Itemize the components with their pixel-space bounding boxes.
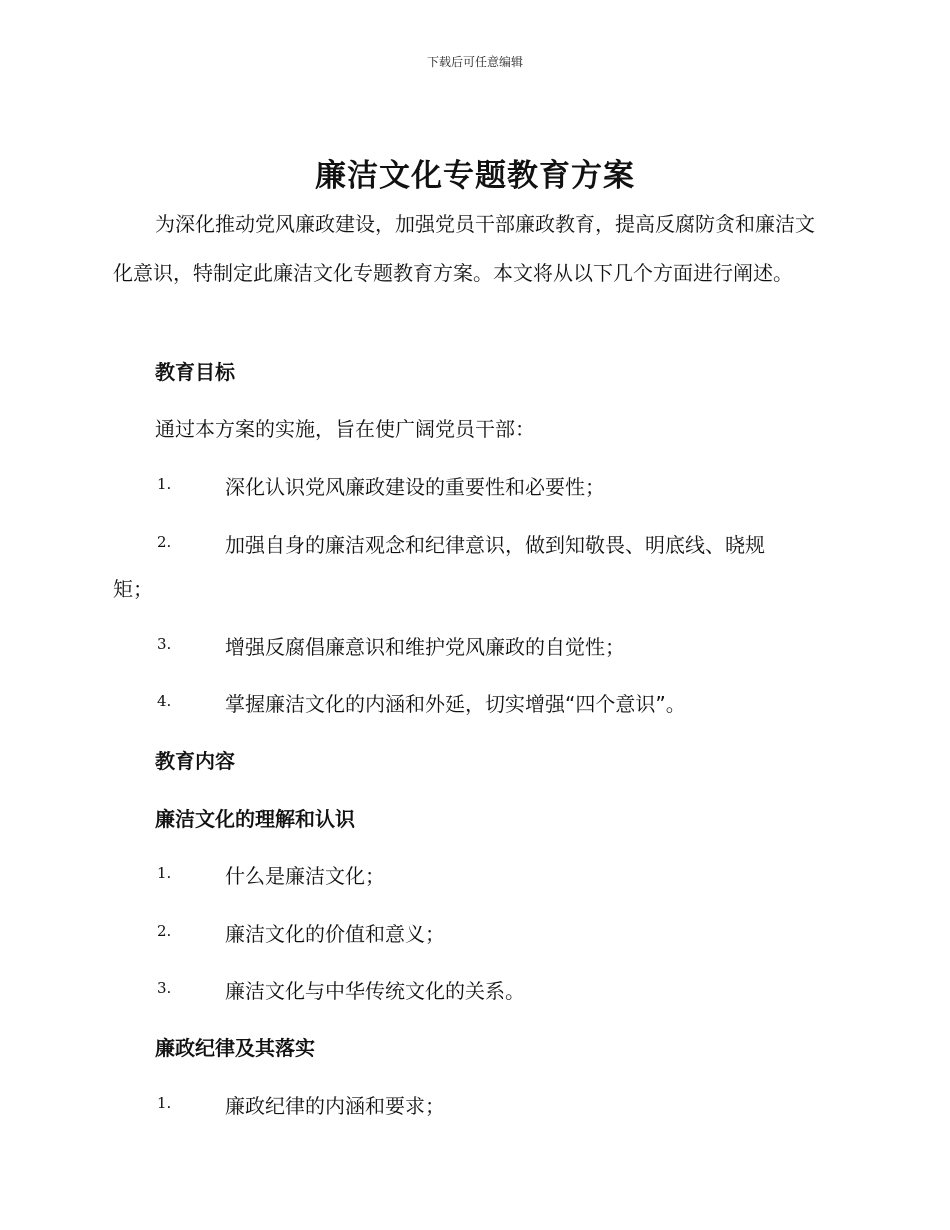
list-text: 深化认识党风廉政建设的重要性和必要性； xyxy=(225,475,605,499)
list-text: 加强自身的廉洁观念和纪律意识，做到知敬畏、明底线、晓规 xyxy=(225,533,765,557)
list-text: 掌握廉洁文化的内涵和外延，切实增强“四个意识”。 xyxy=(225,692,686,716)
list-text: 廉政纪律的内涵和要求； xyxy=(225,1094,445,1118)
list-number: 2. xyxy=(157,533,172,551)
list-number: 3. xyxy=(157,979,172,997)
list-text: 什么是廉洁文化； xyxy=(225,864,385,888)
goals-lead-text: 通过本方案的实施，旨在使广阔党员干部： xyxy=(155,417,535,441)
list-text-continuation: 矩； xyxy=(113,577,153,601)
page-header-note: 下载后可任意编辑 xyxy=(426,55,523,69)
section-heading-content: 教育内容 xyxy=(155,749,235,773)
subsection-heading-discipline: 廉政纪律及其落实 xyxy=(155,1036,315,1060)
list-text: 增强反腐倡廉意识和维护党风廉政的自觉性； xyxy=(225,635,625,659)
list-number: 2. xyxy=(157,922,172,940)
list-number: 1. xyxy=(157,864,172,882)
list-number: 1. xyxy=(157,475,172,493)
subsection-heading-understanding: 廉洁文化的理解和认识 xyxy=(155,807,355,831)
list-number: 4. xyxy=(157,692,172,710)
list-number: 1. xyxy=(157,1094,172,1112)
list-number: 3. xyxy=(157,635,172,653)
intro-paragraph: 为深化推动党风廉政建设，加强党员干部廉政教育，提高反腐防贪和廉洁文化意识，特制定此廉洁文化专题教育方案。本文将从以下几个方面进行阐述。 xyxy=(113,212,815,285)
document-title: 廉洁文化专题教育方案 xyxy=(315,158,635,194)
list-text: 廉洁文化与中华传统文化的关系。 xyxy=(225,979,525,1003)
list-text: 廉洁文化的价值和意义； xyxy=(225,922,445,946)
section-heading-goals: 教育目标 xyxy=(155,360,235,384)
